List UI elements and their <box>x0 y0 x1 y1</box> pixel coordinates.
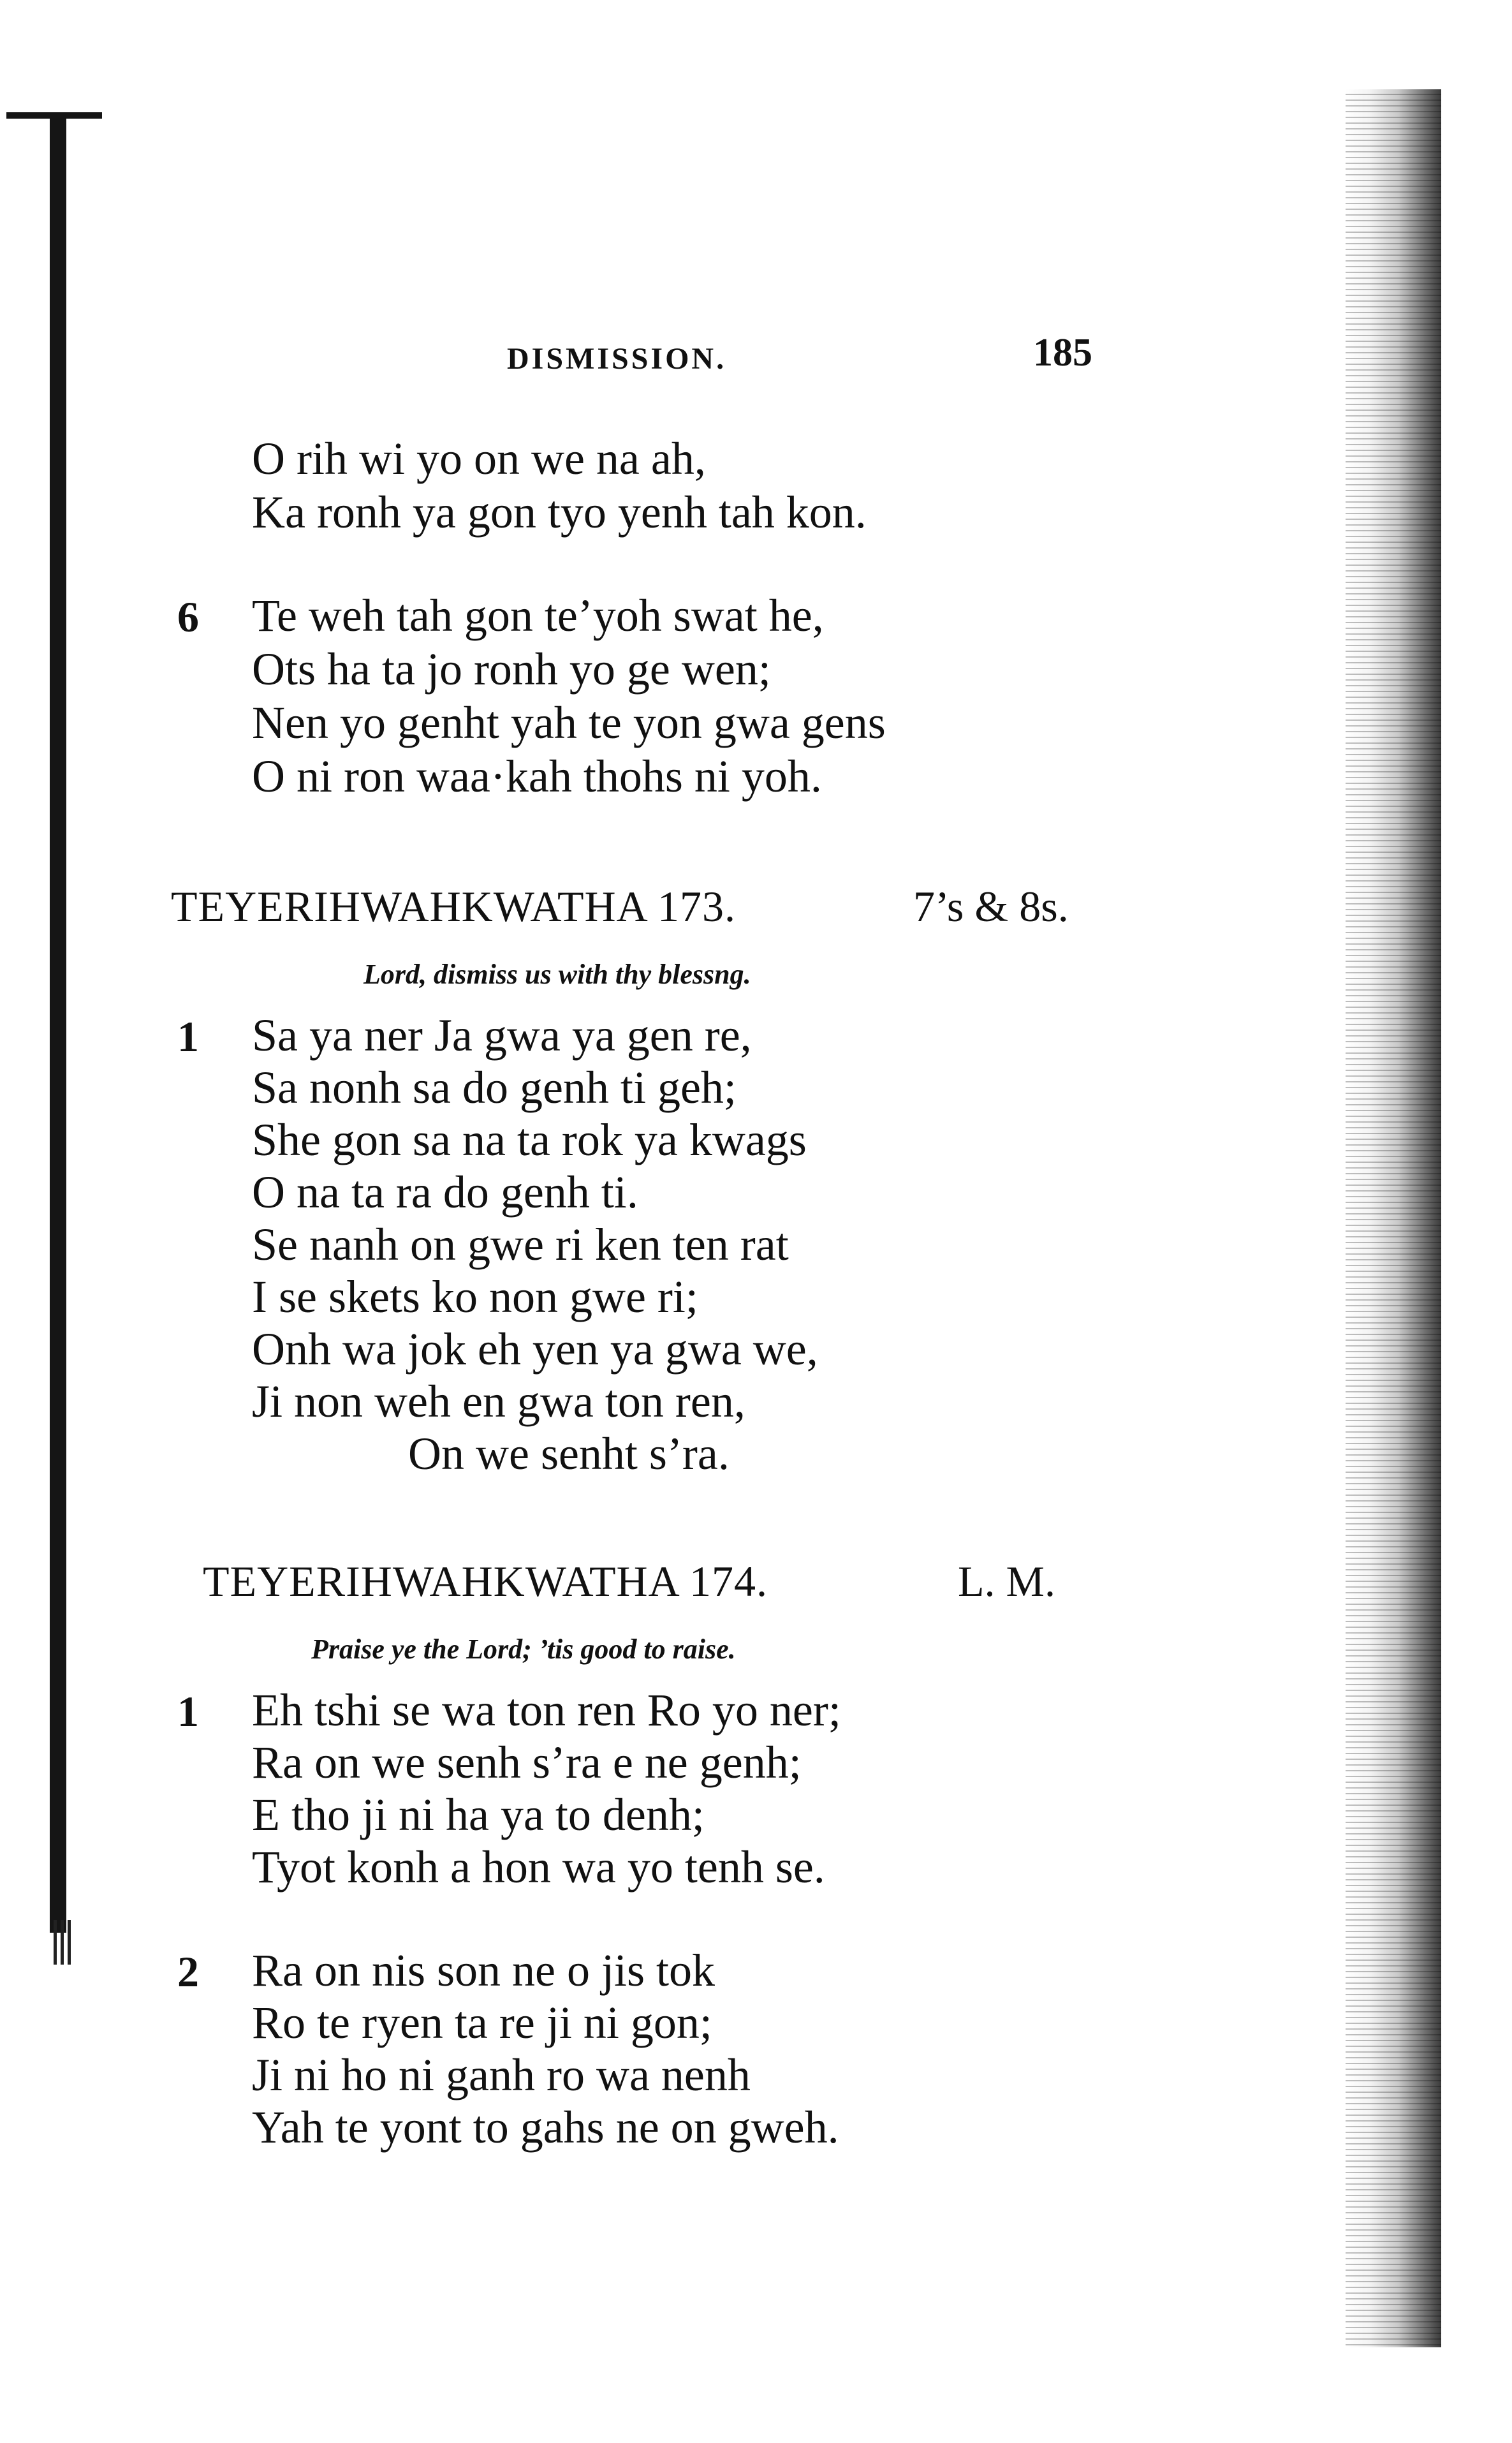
verse-line: Onh wa jok eh yen ya gwa we, <box>252 1324 818 1375</box>
verse-line: Sa nonh sa do genh ti geh; <box>252 1062 737 1113</box>
verse-number: 1 <box>177 1012 199 1061</box>
verse-line: O ni ron waa·kah thohs ni yoh. <box>252 751 822 802</box>
binding-marks <box>54 1920 73 1965</box>
verse-line: Ro te ryen ta re ji ni gon; <box>252 1997 712 2048</box>
page-number: 185 <box>1033 331 1092 374</box>
continuation-line: O rih wi yo on we na ah, <box>252 433 706 484</box>
verse-line: Ots ha ta jo ronh yo ge wen; <box>252 644 771 695</box>
verse-line: Tyot konh a hon wa yo tenh se. <box>252 1841 825 1893</box>
verse-line: Ji ni ho ni ganh ro wa nenh <box>252 2049 751 2100</box>
running-header: DISMISSION. <box>507 342 727 376</box>
verse-line: Ji non weh en gwa ton ren, <box>252 1376 745 1427</box>
hymn-title: TEYERIHWAHKWATHA 173. <box>171 882 737 931</box>
continuation-line: Ka ronh ya gon tyo yenh tah kon. <box>252 487 867 538</box>
hymn-subtitle: Praise ye the Lord; ’tis good to raise. <box>311 1634 736 1665</box>
verse-line: Te weh tah gon te’yoh swat he, <box>252 590 824 641</box>
verse-line: Eh tshi se wa ton ren Ro yo ner; <box>252 1685 841 1736</box>
verse-line: She gon sa na ta rok ya kwags <box>252 1114 807 1165</box>
verse-number: 6 <box>177 593 199 641</box>
verse-line: Sa ya ner Ja gwa ya gen re, <box>252 1010 752 1061</box>
verse-line: I se skets ko non gwe ri; <box>252 1271 698 1322</box>
binding-edge <box>50 115 66 1933</box>
page-edge-shadow <box>1346 89 1441 2347</box>
verse-line: Nen yo genht yah te yon gwa gens <box>252 697 886 748</box>
hymn-meter: 7’s & 8s. <box>913 882 1069 931</box>
verse-line: E tho ji ni ha ya to denh; <box>252 1789 705 1840</box>
hymn-subtitle: Lord, dismiss us with thy blessng. <box>363 959 751 990</box>
verse-number: 1 <box>177 1687 199 1736</box>
verse-number: 2 <box>177 1947 199 1996</box>
verse-line: Se nanh on gwe ri ken ten rat <box>252 1219 789 1270</box>
verse-line: O na ta ra do genh ti. <box>252 1167 638 1218</box>
verse-line: Yah te yont to gahs ne on gweh. <box>252 2102 839 2153</box>
verse-line: Ra on nis son ne o jis tok <box>252 1945 716 1996</box>
hymn-meter: L. M. <box>958 1557 1055 1605</box>
hymn-title: TEYERIHWAHKWATHA 174. <box>203 1557 768 1605</box>
verse-line: Ra on we senh s’ra e ne genh; <box>252 1737 802 1788</box>
verse-line: On we senht s’ra. <box>408 1428 730 1479</box>
